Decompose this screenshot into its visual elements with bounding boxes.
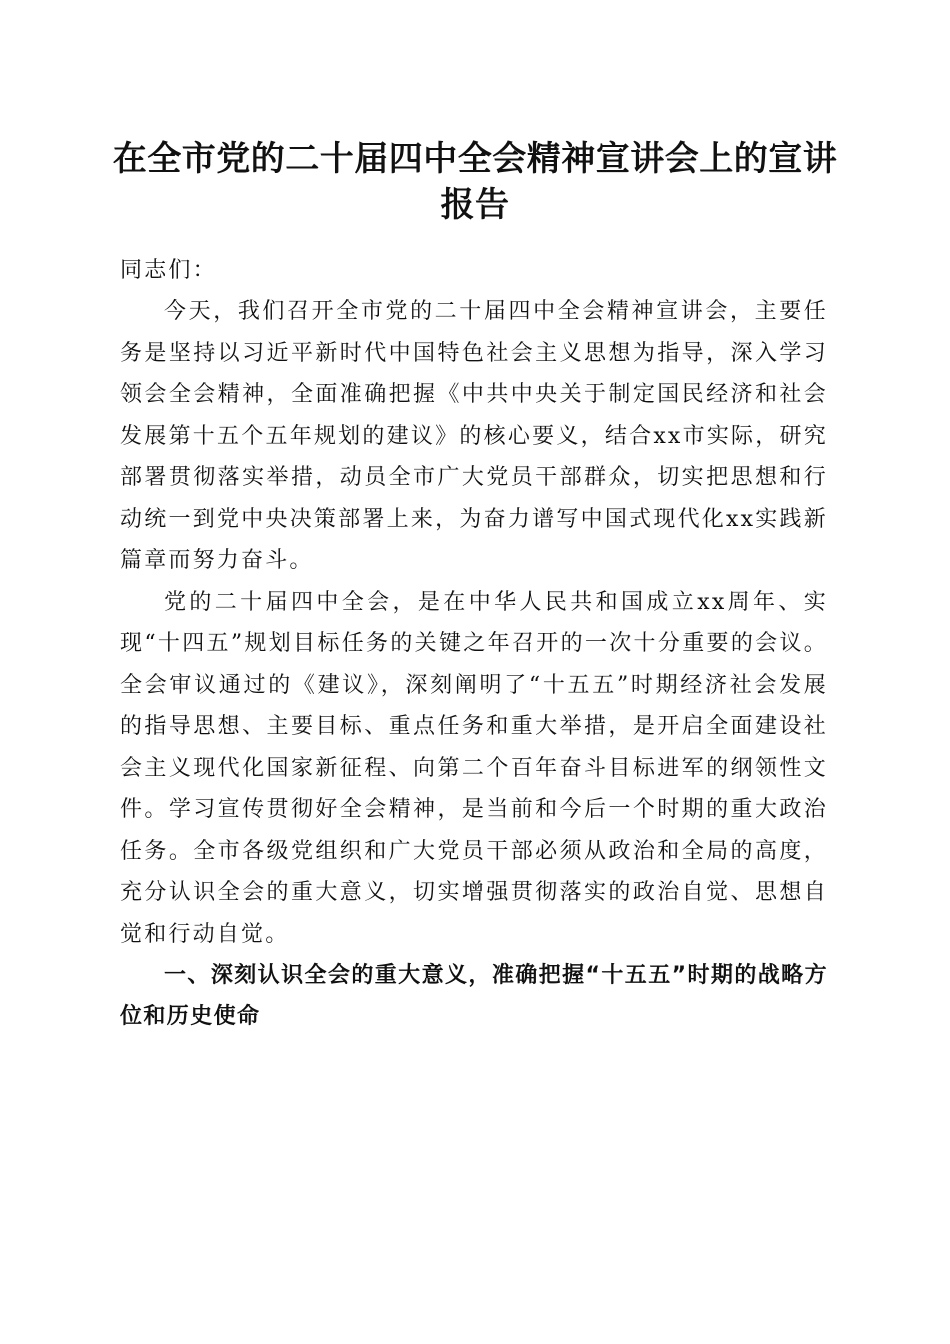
paragraph-intro: 今天，我们召开全市党的二十届四中全会精神宣讲会，主要任务是坚持以习近平新时代中国特色社会主义思想为指导，深入学习领会全会精神，全面准确把握《中共中央关于制定国民经济和社会发展第十五个五年规划的建议》的核心要义，结合xx市实际，研究部署贯彻落实举措，动员全市广大党员干部群众，切实把思想和行动统一到党中央决策部署上来，为奋力谱写中国式现代化xx实践新篇章而努力奋斗。 xyxy=(120,299,828,573)
section-heading: 一、深刻认识全会的重大意义，准确把握“十五五”时期的战略方位和历史使命 xyxy=(120,963,828,1029)
document-title: 在全市党的二十届四中全会精神宣讲会上的宣讲报告 xyxy=(112,139,838,225)
salutation: 同志们： xyxy=(120,258,217,283)
document-body xyxy=(120,250,828,1037)
paragraph-significance: 党的二十届四中全会，是在中华人民共和国成立xx周年、实现“十四五”规划目标任务的关键之年召开的一次十分重要的会议。全会审议通过的《建议》，深刻阐明了“十五五”时期经济社会发展的指导思想、主要目标、重点任务和重大举措，是开启全面建设社会主义现代化国家新征程、向第二个百年奋斗目标进军的纲领性文件。学习宣传贯彻好全会精神，是当前和今后一个时期的重大政治任务。全市各级党组织和广大党员干部必须从政治和全局的高度，充分认识全会的重大意义，切实增强贯彻落实的政治自觉、思想自觉和行动自觉。 xyxy=(120,589,828,947)
